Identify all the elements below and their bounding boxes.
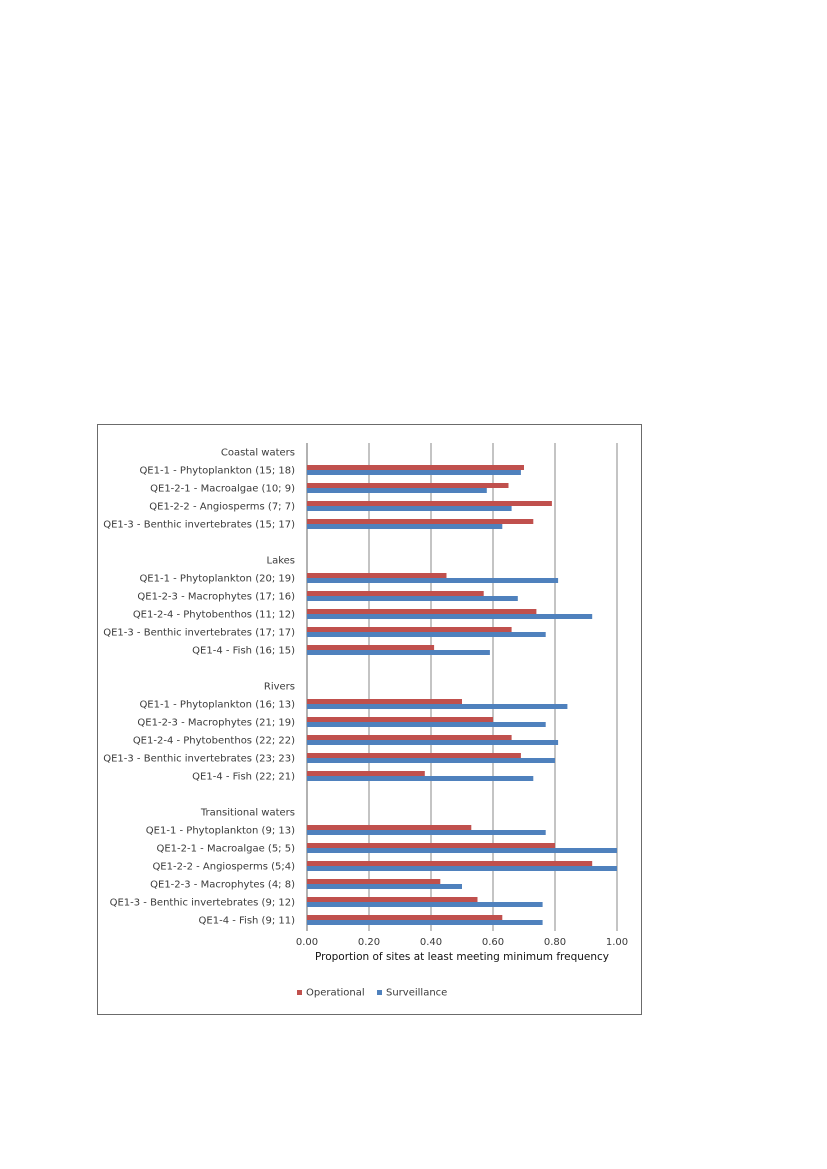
category-label: QE1-2-2 - Angiosperms (5;4) (152, 861, 295, 873)
bar-operational (307, 465, 524, 470)
bar-surveillance (307, 830, 546, 835)
x-tick-0.80: 0.80 (543, 937, 567, 948)
gridlines (307, 443, 617, 931)
bar-operational (307, 717, 493, 722)
category-label: QE1-4 - Fish (9; 11) (198, 915, 295, 927)
bar-surveillance (307, 470, 521, 475)
bar-operational (307, 915, 502, 920)
category-label: QE1-1 - Phytoplankton (9; 13) (145, 825, 295, 837)
bar-surveillance (307, 740, 558, 745)
bar-operational (307, 573, 447, 578)
bar-surveillance (307, 758, 555, 763)
bar-surveillance (307, 614, 592, 619)
bar-surveillance (307, 722, 546, 727)
bars (307, 465, 617, 925)
x-tick-0.60: 0.60 (481, 937, 505, 948)
x-axis-title: Proportion of sites at least meeting minimum frequency (314, 951, 610, 963)
bar-surveillance (307, 632, 546, 637)
bar-surveillance (307, 578, 558, 583)
bar-operational (307, 753, 521, 758)
group-label: Coastal waters (220, 447, 295, 459)
bar-surveillance (307, 866, 617, 871)
legend-operational-swatch (297, 990, 302, 995)
bar-operational (307, 825, 471, 830)
group-label: Transitional waters (200, 807, 295, 819)
legend-surveillance-label: Surveillance (386, 987, 448, 999)
bar-operational (307, 519, 533, 524)
bar-surveillance (307, 848, 617, 853)
bar-operational (307, 501, 552, 506)
group-label: Lakes (266, 555, 295, 567)
bar-surveillance (307, 506, 512, 511)
category-label: QE1-1 - Phytoplankton (20; 19) (139, 573, 295, 585)
chart-frame (97, 424, 642, 1015)
bar-surveillance (307, 524, 502, 529)
category-label: QE1-2-3 - Macrophytes (21; 19) (137, 717, 295, 729)
category-label: QE1-2-1 - Macroalgae (10; 9) (150, 483, 295, 495)
category-label: QE1-2-3 - Macrophytes (17; 16) (137, 591, 295, 603)
bar-surveillance (307, 884, 462, 889)
x-tick-labels (296, 937, 628, 948)
category-label: QE1-3 - Benthic invertebrates (23; 23) (103, 753, 295, 765)
x-tick-1.00: 1.00 (605, 937, 629, 948)
bar-surveillance (307, 488, 487, 493)
x-tick-0.20: 0.20 (357, 937, 381, 948)
bar-operational (307, 897, 478, 902)
bar-operational (307, 627, 512, 632)
bar-surveillance (307, 920, 543, 925)
bar-operational (307, 735, 512, 740)
group-label: Rivers (263, 681, 295, 693)
category-label: QE1-3 - Benthic invertebrates (9; 12) (109, 897, 295, 909)
bar-surveillance (307, 596, 518, 601)
bar-surveillance (307, 704, 567, 709)
category-label: QE1-1 - Phytoplankton (16; 13) (139, 699, 295, 711)
category-label: QE1-3 - Benthic invertebrates (15; 17) (103, 519, 295, 531)
legend-operational-label: Operational (306, 987, 365, 999)
bar-operational (307, 483, 509, 488)
legend (297, 988, 447, 999)
bar-surveillance (307, 902, 543, 907)
category-label: QE1-2-3 - Macrophytes (4; 8) (150, 879, 295, 891)
category-label: QE1-3 - Benthic invertebrates (17; 17) (103, 627, 295, 639)
category-label: QE1-2-2 - Angiosperms (7; 7) (149, 501, 295, 513)
category-label: QE1-2-1 - Macroalgae (5; 5) (156, 843, 295, 855)
x-tick-0.00: 0.00 (295, 937, 319, 948)
category-label: QE1-2-4 - Phytobenthos (11; 12) (132, 609, 295, 621)
category-label: QE1-4 - Fish (16; 15) (192, 645, 295, 657)
bar-operational (307, 645, 434, 650)
category-label: QE1-4 - Fish (22; 21) (192, 771, 295, 783)
bar-operational (307, 699, 462, 704)
bar-operational (307, 771, 425, 776)
bar-surveillance (307, 650, 490, 655)
bar-chart (98, 425, 643, 1016)
legend-surveillance-swatch (377, 990, 382, 995)
category-label: QE1-2-4 - Phytobenthos (22; 22) (132, 735, 295, 747)
category-labels (103, 448, 295, 927)
bar-operational (307, 591, 484, 596)
x-tick-0.40: 0.40 (419, 937, 443, 948)
bar-surveillance (307, 776, 533, 781)
bar-operational (307, 843, 555, 848)
category-label: QE1-1 - Phytoplankton (15; 18) (139, 465, 295, 477)
bar-operational (307, 609, 536, 614)
bar-operational (307, 879, 440, 884)
bar-operational (307, 861, 592, 866)
